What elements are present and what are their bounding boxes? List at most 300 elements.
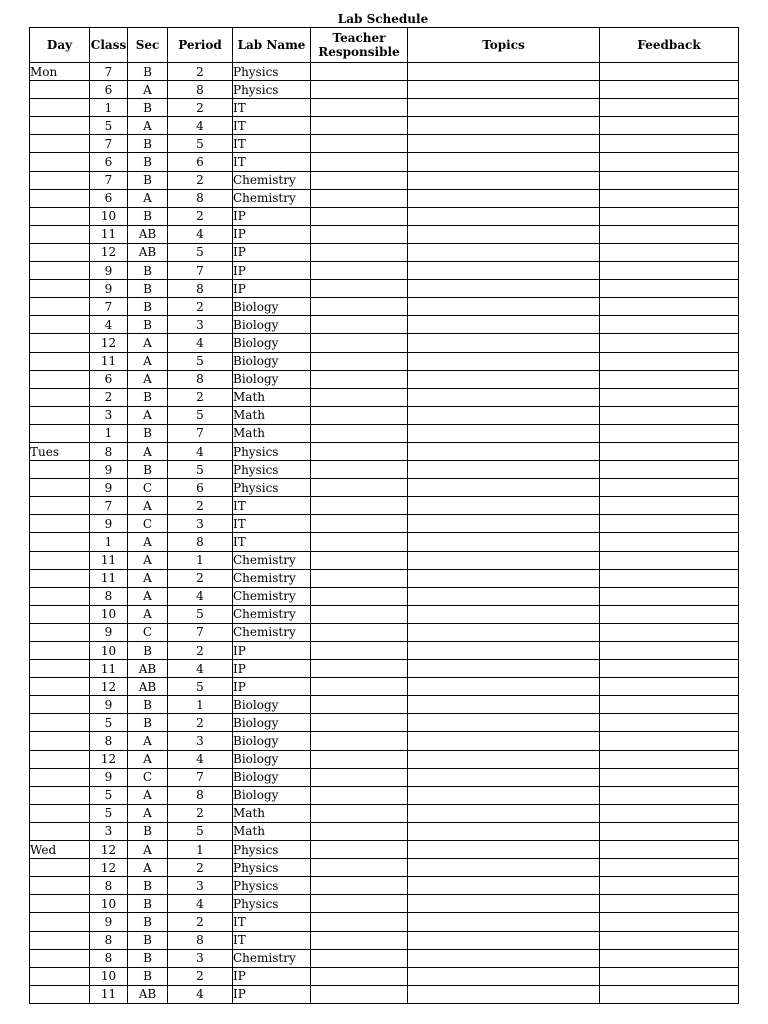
cell-class: 10	[90, 642, 128, 660]
cell-teacher-responsible	[311, 913, 408, 931]
cell-feedback	[600, 262, 739, 280]
cell-sec: AB	[128, 243, 168, 261]
cell-topics	[408, 370, 600, 388]
cell-class: 8	[90, 949, 128, 967]
cell-sec: B	[128, 99, 168, 117]
cell-sec: B	[128, 388, 168, 406]
cell-feedback	[600, 99, 739, 117]
cell-topics	[408, 479, 600, 497]
cell-topics	[408, 207, 600, 225]
table-row	[30, 822, 739, 840]
cell-topics	[408, 859, 600, 877]
cell-feedback	[600, 117, 739, 135]
cell-teacher-responsible	[311, 569, 408, 587]
table-row	[30, 117, 739, 135]
cell-class: 8	[90, 877, 128, 895]
cell-teacher-responsible	[311, 623, 408, 641]
cell-sec: A	[128, 551, 168, 569]
cell-teacher-responsible	[311, 189, 408, 207]
cell-period: 3	[168, 877, 233, 895]
cell-teacher-responsible	[311, 859, 408, 877]
table-row	[30, 207, 739, 225]
cell-class: 6	[90, 370, 128, 388]
cell-day	[30, 262, 90, 280]
cell-feedback	[600, 479, 739, 497]
cell-topics	[408, 497, 600, 515]
cell-topics	[408, 551, 600, 569]
cell-class: 1	[90, 99, 128, 117]
cell-sec: A	[128, 569, 168, 587]
cell-teacher-responsible	[311, 442, 408, 460]
cell-feedback	[600, 461, 739, 479]
table-row	[30, 280, 739, 298]
cell-lab-name: Chemistry	[233, 551, 311, 569]
cell-class: 9	[90, 479, 128, 497]
cell-teacher-responsible	[311, 967, 408, 985]
header-row	[30, 28, 739, 63]
cell-lab-name: Biology	[233, 732, 311, 750]
cell-lab-name: Physics	[233, 479, 311, 497]
cell-lab-name: IP	[233, 207, 311, 225]
cell-period: 6	[168, 479, 233, 497]
cell-feedback	[600, 424, 739, 442]
cell-topics	[408, 569, 600, 587]
cell-teacher-responsible	[311, 804, 408, 822]
cell-day	[30, 189, 90, 207]
cell-sec: AB	[128, 660, 168, 678]
cell-period: 7	[168, 768, 233, 786]
cell-topics	[408, 262, 600, 280]
cell-topics	[408, 99, 600, 117]
cell-period: 4	[168, 117, 233, 135]
cell-teacher-responsible	[311, 949, 408, 967]
cell-day	[30, 768, 90, 786]
cell-feedback	[600, 732, 739, 750]
cell-class: 5	[90, 117, 128, 135]
cell-topics	[408, 877, 600, 895]
cell-topics	[408, 678, 600, 696]
cell-feedback	[600, 714, 739, 732]
cell-sec: B	[128, 949, 168, 967]
cell-period: 5	[168, 243, 233, 261]
page-title: Lab Schedule	[337, 12, 429, 26]
cell-period: 1	[168, 551, 233, 569]
cell-sec: AB	[128, 678, 168, 696]
table-row	[30, 370, 739, 388]
cell-day	[30, 786, 90, 804]
cell-lab-name: IP	[233, 967, 311, 985]
cell-lab-name: Biology	[233, 298, 311, 316]
cell-feedback	[600, 352, 739, 370]
cell-day: Mon	[30, 63, 90, 81]
cell-sec: AB	[128, 985, 168, 1003]
cell-feedback	[600, 497, 739, 515]
cell-topics	[408, 388, 600, 406]
header-topics: Topics	[408, 28, 600, 63]
cell-feedback	[600, 533, 739, 551]
cell-lab-name: IT	[233, 117, 311, 135]
cell-period: 4	[168, 750, 233, 768]
cell-period: 2	[168, 99, 233, 117]
cell-topics	[408, 732, 600, 750]
cell-topics	[408, 461, 600, 479]
cell-sec: A	[128, 786, 168, 804]
cell-lab-name: Physics	[233, 859, 311, 877]
table-row	[30, 171, 739, 189]
cell-feedback	[600, 370, 739, 388]
cell-feedback	[600, 298, 739, 316]
cell-period: 2	[168, 642, 233, 660]
cell-topics	[408, 63, 600, 81]
cell-class: 9	[90, 696, 128, 714]
cell-topics	[408, 515, 600, 533]
cell-feedback	[600, 569, 739, 587]
cell-topics	[408, 967, 600, 985]
cell-class: 11	[90, 225, 128, 243]
cell-class: 6	[90, 81, 128, 99]
cell-teacher-responsible	[311, 587, 408, 605]
table-row	[30, 334, 739, 352]
cell-lab-name: Physics	[233, 81, 311, 99]
cell-period: 2	[168, 714, 233, 732]
cell-period: 5	[168, 678, 233, 696]
cell-sec: C	[128, 479, 168, 497]
cell-period: 2	[168, 569, 233, 587]
cell-topics	[408, 949, 600, 967]
cell-teacher-responsible	[311, 786, 408, 804]
cell-sec: A	[128, 750, 168, 768]
cell-feedback	[600, 895, 739, 913]
cell-day	[30, 714, 90, 732]
table-row	[30, 298, 739, 316]
cell-class: 12	[90, 859, 128, 877]
cell-teacher-responsible	[311, 153, 408, 171]
cell-day	[30, 587, 90, 605]
cell-day	[30, 225, 90, 243]
cell-period: 7	[168, 262, 233, 280]
table-row	[30, 804, 739, 822]
cell-lab-name: Biology	[233, 768, 311, 786]
cell-lab-name: Chemistry	[233, 171, 311, 189]
table-row	[30, 877, 739, 895]
cell-sec: C	[128, 623, 168, 641]
cell-period: 7	[168, 424, 233, 442]
cell-lab-name: Biology	[233, 786, 311, 804]
cell-class: 10	[90, 605, 128, 623]
cell-teacher-responsible	[311, 931, 408, 949]
cell-period: 2	[168, 207, 233, 225]
cell-class: 9	[90, 768, 128, 786]
table-row	[30, 442, 739, 460]
cell-class: 11	[90, 352, 128, 370]
cell-sec: B	[128, 895, 168, 913]
cell-period: 5	[168, 406, 233, 424]
cell-feedback	[600, 913, 739, 931]
cell-topics	[408, 660, 600, 678]
cell-teacher-responsible	[311, 642, 408, 660]
cell-class: 1	[90, 533, 128, 551]
cell-teacher-responsible	[311, 334, 408, 352]
cell-period: 8	[168, 81, 233, 99]
cell-topics	[408, 153, 600, 171]
table-row	[30, 99, 739, 117]
cell-lab-name: IP	[233, 262, 311, 280]
cell-teacher-responsible	[311, 479, 408, 497]
header-class: Class	[90, 28, 128, 63]
cell-period: 1	[168, 841, 233, 859]
cell-teacher-responsible	[311, 605, 408, 623]
table-row	[30, 623, 739, 641]
cell-lab-name: IT	[233, 931, 311, 949]
cell-topics	[408, 841, 600, 859]
cell-sec: A	[128, 533, 168, 551]
table-row	[30, 913, 739, 931]
cell-day	[30, 949, 90, 967]
cell-period: 2	[168, 63, 233, 81]
cell-feedback	[600, 587, 739, 605]
cell-period: 2	[168, 967, 233, 985]
cell-topics	[408, 352, 600, 370]
cell-class: 9	[90, 623, 128, 641]
cell-teacher-responsible	[311, 117, 408, 135]
cell-sec: B	[128, 931, 168, 949]
table-row	[30, 135, 739, 153]
table-row	[30, 714, 739, 732]
cell-topics	[408, 804, 600, 822]
cell-feedback	[600, 642, 739, 660]
cell-topics	[408, 81, 600, 99]
cell-lab-name: Chemistry	[233, 605, 311, 623]
cell-feedback	[600, 388, 739, 406]
cell-lab-name: IT	[233, 913, 311, 931]
cell-class: 10	[90, 967, 128, 985]
cell-feedback	[600, 243, 739, 261]
table-row	[30, 660, 739, 678]
cell-class: 10	[90, 207, 128, 225]
header-period: Period	[168, 28, 233, 63]
cell-teacher-responsible	[311, 497, 408, 515]
cell-topics	[408, 533, 600, 551]
cell-feedback	[600, 786, 739, 804]
cell-day	[30, 334, 90, 352]
cell-period: 3	[168, 316, 233, 334]
cell-sec: B	[128, 316, 168, 334]
cell-class: 4	[90, 316, 128, 334]
cell-period: 8	[168, 931, 233, 949]
cell-class: 9	[90, 280, 128, 298]
table-row	[30, 316, 739, 334]
cell-feedback	[600, 135, 739, 153]
cell-period: 7	[168, 623, 233, 641]
cell-day	[30, 479, 90, 497]
table-row	[30, 533, 739, 551]
cell-teacher-responsible	[311, 841, 408, 859]
table-row	[30, 551, 739, 569]
cell-lab-name: IT	[233, 533, 311, 551]
cell-lab-name: IT	[233, 153, 311, 171]
cell-teacher-responsible	[311, 171, 408, 189]
cell-period: 8	[168, 786, 233, 804]
cell-feedback	[600, 931, 739, 949]
cell-period: 5	[168, 605, 233, 623]
cell-day: Tues	[30, 442, 90, 460]
cell-sec: A	[128, 352, 168, 370]
cell-period: 2	[168, 171, 233, 189]
cell-lab-name: IT	[233, 99, 311, 117]
lab-schedule-table	[29, 27, 739, 1004]
table-row	[30, 642, 739, 660]
cell-period: 5	[168, 352, 233, 370]
cell-day	[30, 678, 90, 696]
cell-lab-name: Math	[233, 406, 311, 424]
cell-period: 2	[168, 859, 233, 877]
cell-lab-name: Physics	[233, 461, 311, 479]
cell-teacher-responsible	[311, 225, 408, 243]
cell-teacher-responsible	[311, 352, 408, 370]
table-row	[30, 225, 739, 243]
table-row	[30, 967, 739, 985]
cell-class: 10	[90, 895, 128, 913]
table-row	[30, 841, 739, 859]
cell-lab-name: Physics	[233, 841, 311, 859]
cell-feedback	[600, 515, 739, 533]
cell-sec: A	[128, 841, 168, 859]
table-row	[30, 262, 739, 280]
cell-day	[30, 551, 90, 569]
cell-period: 2	[168, 804, 233, 822]
cell-class: 7	[90, 171, 128, 189]
cell-feedback	[600, 207, 739, 225]
cell-sec: B	[128, 461, 168, 479]
cell-sec: AB	[128, 225, 168, 243]
cell-lab-name: Biology	[233, 316, 311, 334]
cell-day	[30, 967, 90, 985]
cell-day	[30, 985, 90, 1003]
cell-day	[30, 316, 90, 334]
cell-sec: B	[128, 171, 168, 189]
cell-class: 12	[90, 334, 128, 352]
cell-day	[30, 822, 90, 840]
cell-topics	[408, 913, 600, 931]
cell-period: 4	[168, 660, 233, 678]
cell-class: 5	[90, 804, 128, 822]
cell-day	[30, 913, 90, 931]
cell-class: 7	[90, 63, 128, 81]
cell-topics	[408, 225, 600, 243]
cell-feedback	[600, 660, 739, 678]
table-row	[30, 388, 739, 406]
table-row	[30, 497, 739, 515]
header-lab-name: Lab Name	[233, 28, 311, 63]
cell-sec: A	[128, 81, 168, 99]
cell-day	[30, 280, 90, 298]
cell-sec: B	[128, 642, 168, 660]
cell-sec: B	[128, 298, 168, 316]
cell-class: 12	[90, 243, 128, 261]
cell-feedback	[600, 605, 739, 623]
cell-period: 4	[168, 225, 233, 243]
cell-day	[30, 81, 90, 99]
table-row	[30, 515, 739, 533]
cell-teacher-responsible	[311, 135, 408, 153]
cell-feedback	[600, 985, 739, 1003]
cell-day	[30, 352, 90, 370]
table-row	[30, 949, 739, 967]
cell-lab-name: Biology	[233, 370, 311, 388]
cell-teacher-responsible	[311, 388, 408, 406]
cell-topics	[408, 642, 600, 660]
table-row	[30, 696, 739, 714]
cell-period: 3	[168, 732, 233, 750]
cell-sec: A	[128, 587, 168, 605]
cell-feedback	[600, 696, 739, 714]
cell-day	[30, 623, 90, 641]
cell-feedback	[600, 949, 739, 967]
cell-sec: B	[128, 63, 168, 81]
cell-day	[30, 931, 90, 949]
cell-topics	[408, 750, 600, 768]
table-row	[30, 479, 739, 497]
cell-period: 8	[168, 370, 233, 388]
cell-period: 5	[168, 822, 233, 840]
cell-topics	[408, 605, 600, 623]
cell-day	[30, 642, 90, 660]
cell-day	[30, 877, 90, 895]
cell-teacher-responsible	[311, 533, 408, 551]
cell-lab-name: Biology	[233, 334, 311, 352]
cell-feedback	[600, 750, 739, 768]
table-row	[30, 605, 739, 623]
cell-sec: A	[128, 117, 168, 135]
cell-lab-name: Physics	[233, 442, 311, 460]
cell-period: 4	[168, 587, 233, 605]
table-row	[30, 189, 739, 207]
cell-topics	[408, 280, 600, 298]
cell-class: 9	[90, 913, 128, 931]
cell-lab-name: Chemistry	[233, 587, 311, 605]
cell-lab-name: Chemistry	[233, 569, 311, 587]
cell-period: 4	[168, 895, 233, 913]
cell-lab-name: IP	[233, 660, 311, 678]
cell-class: 9	[90, 461, 128, 479]
cell-teacher-responsible	[311, 298, 408, 316]
cell-day	[30, 660, 90, 678]
cell-sec: A	[128, 732, 168, 750]
cell-day	[30, 569, 90, 587]
cell-period: 2	[168, 388, 233, 406]
cell-teacher-responsible	[311, 81, 408, 99]
cell-feedback	[600, 63, 739, 81]
cell-period: 4	[168, 985, 233, 1003]
cell-sec: C	[128, 515, 168, 533]
cell-lab-name: Biology	[233, 714, 311, 732]
table-row	[30, 406, 739, 424]
cell-teacher-responsible	[311, 822, 408, 840]
cell-day	[30, 515, 90, 533]
cell-day	[30, 370, 90, 388]
cell-day	[30, 859, 90, 877]
cell-class: 7	[90, 298, 128, 316]
table-row	[30, 569, 739, 587]
cell-day	[30, 153, 90, 171]
cell-sec: B	[128, 696, 168, 714]
cell-feedback	[600, 841, 739, 859]
cell-feedback	[600, 81, 739, 99]
cell-lab-name: Biology	[233, 352, 311, 370]
cell-sec: B	[128, 153, 168, 171]
cell-period: 1	[168, 696, 233, 714]
cell-teacher-responsible	[311, 551, 408, 569]
